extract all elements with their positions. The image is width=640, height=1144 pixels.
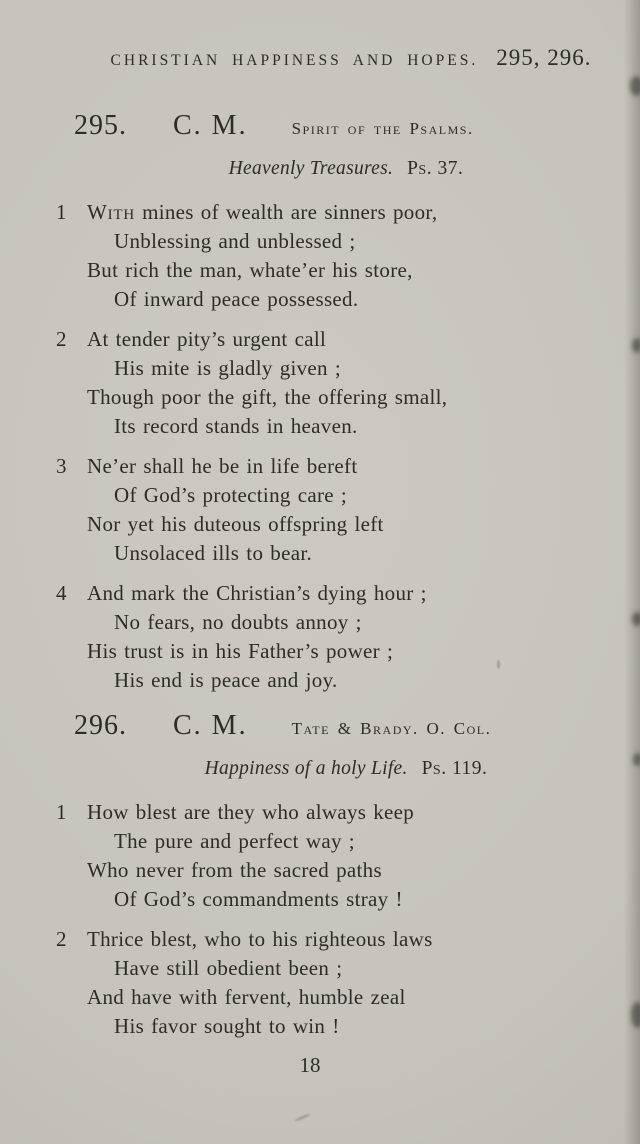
verse-number: 2 xyxy=(56,327,67,351)
verse-line: Its record stands in heaven. xyxy=(114,414,358,438)
verse-line: Nor yet his duteous offspring left xyxy=(87,512,384,536)
verse-line: Though poor the gift, the offering small, xyxy=(87,385,448,409)
verse-line: And mark the Christian’s dying hour ; xyxy=(87,581,427,605)
verse-line: Of inward peace possessed. xyxy=(114,287,359,311)
verse-line: Ne’er shall he be in life bereft xyxy=(87,454,358,478)
verse-line: No fears, no doubts annoy ; xyxy=(114,610,362,634)
hymn-296 xyxy=(56,709,594,1041)
verse-line: His trust is in his Father’s power ; xyxy=(87,639,394,663)
verse xyxy=(56,325,594,441)
hymn-meter: C. M. xyxy=(173,110,248,141)
hymn-subtitle xyxy=(98,156,594,182)
verse-number: 1 xyxy=(56,200,67,224)
verse-line: But rich the man, whate’er his store, xyxy=(87,258,413,282)
hymn-number: 295. xyxy=(74,110,127,141)
hymn-heading xyxy=(74,109,594,146)
verse-lines xyxy=(87,198,594,314)
running-title: CHRISTIAN HAPPINESS AND HOPES. xyxy=(110,52,479,69)
hymn-attribution: Tate & Brady. O. Col. xyxy=(291,719,492,738)
verse-line: With mines of wealth are sinners poor, xyxy=(87,200,438,224)
verse-line: At tender pity’s urgent call xyxy=(87,327,327,351)
hymn-attribution: Spirit of the Psalms. xyxy=(291,119,474,138)
hymn-subtitle-text: Heavenly Treasures. xyxy=(228,158,394,179)
verse-line: Of God’s commandments stray ! xyxy=(114,887,403,911)
verse-line: Of God’s protecting care ; xyxy=(114,483,348,507)
running-header xyxy=(108,46,594,73)
verse-line: Have still obedient been ; xyxy=(114,956,343,980)
verse-lines xyxy=(87,325,594,441)
verse-line: How blest are they who always keep xyxy=(87,800,415,824)
hymn-subtitle-text: Happiness of a holy Life. xyxy=(204,758,408,779)
verse xyxy=(56,452,594,568)
verse-line: His mite is gladly given ; xyxy=(114,356,342,380)
verse-lines xyxy=(87,452,594,568)
verse xyxy=(56,579,594,695)
hymn-heading xyxy=(74,709,594,746)
verse-line: Thrice blest, who to his righteous laws xyxy=(87,927,433,951)
verse-line: Unsolaced ills to bear. xyxy=(114,541,313,565)
verse-line: His favor sought to win ! xyxy=(114,1014,340,1038)
verse xyxy=(56,798,594,914)
hymn-295 xyxy=(56,109,594,695)
verse-lines xyxy=(87,925,594,1041)
verse-number: 4 xyxy=(56,581,67,605)
hymn-meter: C. M. xyxy=(173,710,248,741)
verse xyxy=(56,198,594,314)
verse-lines xyxy=(87,579,594,695)
scan-artifact xyxy=(294,1113,311,1123)
verse-number: 3 xyxy=(56,454,67,478)
verse-line: Unblessing and unblessed ; xyxy=(114,229,356,253)
hymn-number: 296. xyxy=(74,710,127,741)
verse-number: 1 xyxy=(56,800,67,824)
verse xyxy=(56,925,594,1041)
page-number: 18 xyxy=(299,1053,321,1077)
verse-line: His end is peace and joy. xyxy=(114,668,338,692)
hymn-subtitle xyxy=(98,756,594,782)
verse-line: The pure and perfect way ; xyxy=(114,829,355,853)
hymn-scripture-reference: Ps. 37. xyxy=(407,158,464,179)
verse-line: And have with fervent, humble zeal xyxy=(87,985,406,1009)
hymn-scripture-reference: Ps. 119. xyxy=(421,758,488,779)
verse-number: 2 xyxy=(56,927,67,951)
running-hymn-numbers: 295, 296. xyxy=(496,45,592,70)
verse-lines xyxy=(87,798,594,914)
verse-line: Who never from the sacred paths xyxy=(87,858,382,882)
